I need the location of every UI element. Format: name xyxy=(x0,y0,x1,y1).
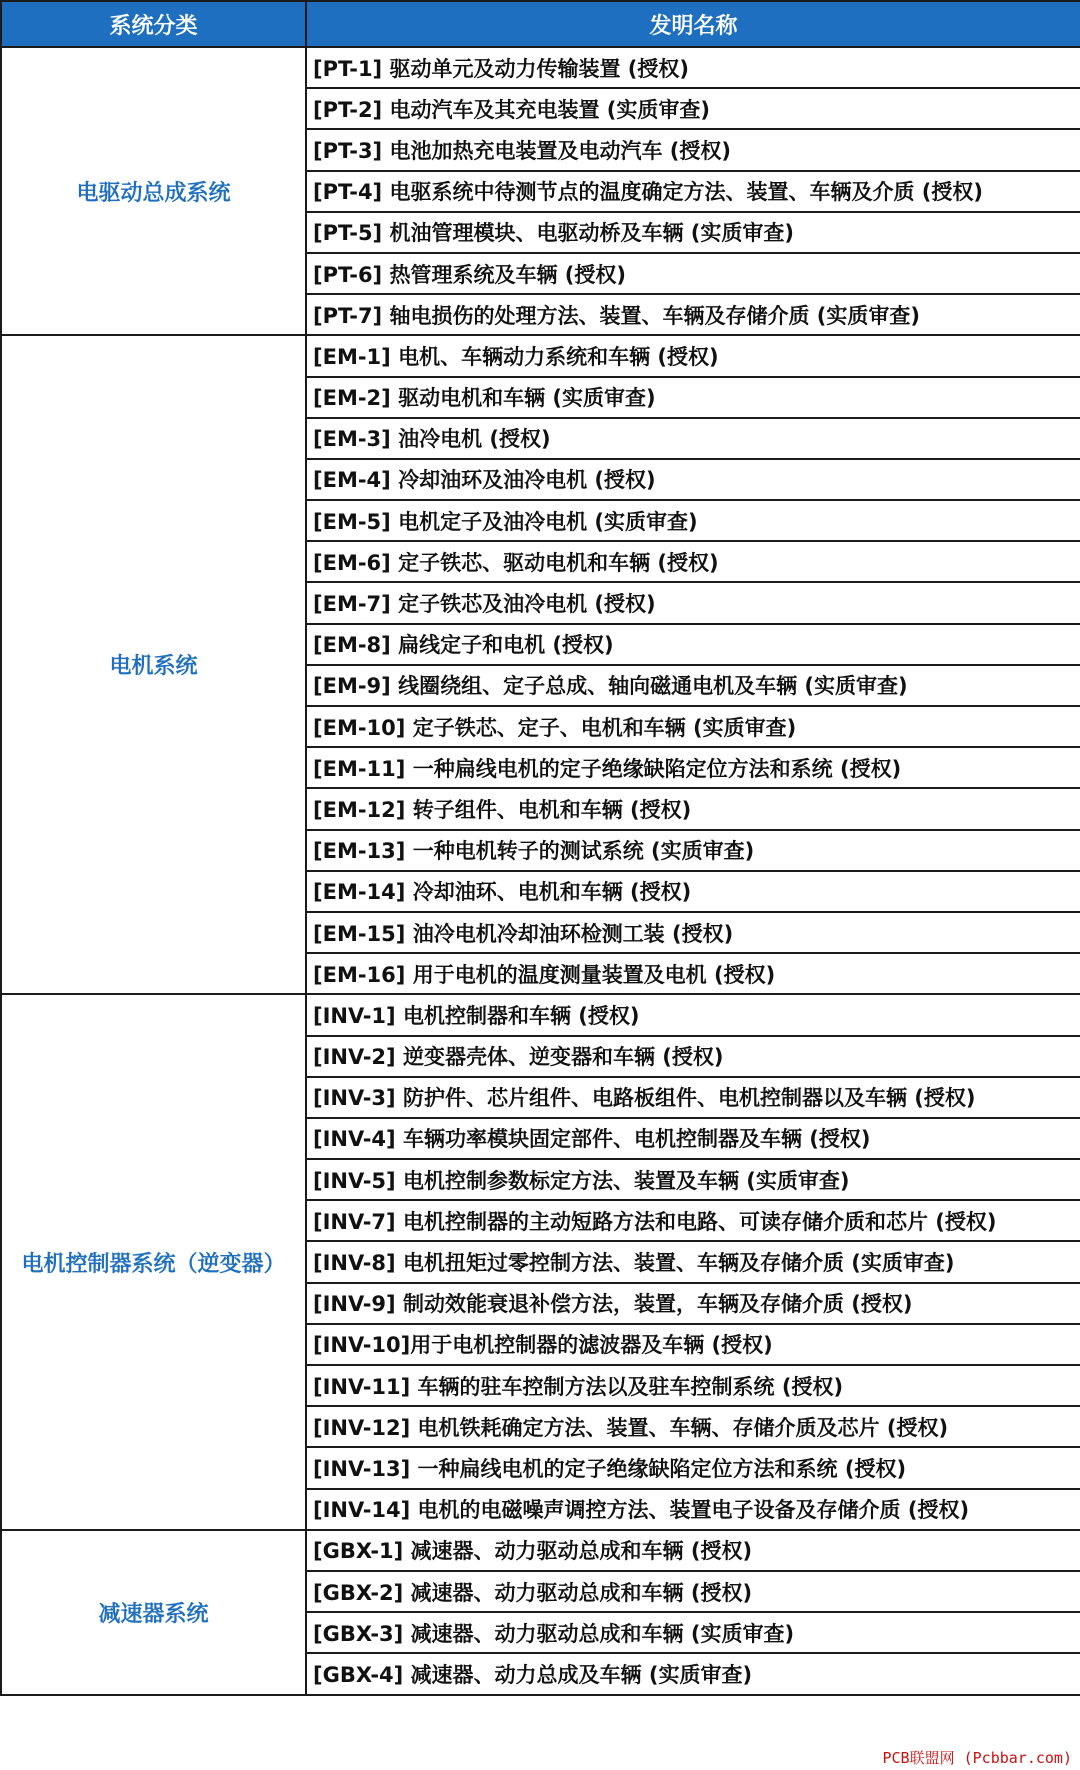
header-row xyxy=(1,1,1080,47)
patent-name-cell: [INV-3] 防护件、芯片组件、电路板组件、电机控制器以及车辆 (授权) xyxy=(306,1077,1080,1118)
header-category: 系统分类 xyxy=(1,1,306,47)
patent-name-cell: [PT-3] 电池加热充电装置及电动汽车 (授权) xyxy=(306,129,1080,170)
patent-name-cell: [EM-6] 定子铁芯、驱动电机和车辆 (授权) xyxy=(306,541,1080,582)
patent-name-cell: [EM-14] 冷却油环、电机和车辆 (授权) xyxy=(306,871,1080,912)
patent-name-cell: [INV-1] 电机控制器和车辆 (授权) xyxy=(306,994,1080,1035)
patent-name-cell: [EM-1] 电机、车辆动力系统和车辆 (授权) xyxy=(306,335,1080,376)
patent-name-cell: [PT-1] 驱动单元及动力传输装置 (授权) xyxy=(306,47,1080,88)
table-body xyxy=(1,47,1080,1695)
table-row xyxy=(1,994,1080,1035)
patent-name-cell: [PT-6] 热管理系统及车辆 (授权) xyxy=(306,253,1080,294)
header-name: 发明名称 xyxy=(306,1,1080,47)
patent-name-cell: [EM-9] 线圈绕组、定子总成、轴向磁通电机及车辆 (实质审查) xyxy=(306,665,1080,706)
category-cell: 电机系统 xyxy=(1,335,306,994)
patent-name-cell: [INV-13] 一种扁线电机的定子绝缘缺陷定位方法和系统 (授权) xyxy=(306,1447,1080,1488)
patent-name-cell: [INV-4] 车辆功率模块固定部件、电机控制器及车辆 (授权) xyxy=(306,1118,1080,1159)
patent-name-cell: [GBX-3] 减速器、动力驱动总成和车辆 (实质审查) xyxy=(306,1612,1080,1653)
patent-name-cell: [EM-3] 油冷电机 (授权) xyxy=(306,418,1080,459)
patent-name-cell: [PT-7] 轴电损伤的处理方法、装置、车辆及存储介质 (实质审查) xyxy=(306,294,1080,335)
table-row xyxy=(1,335,1080,376)
watermark: PCB联盟网 (Pcbbar.com) xyxy=(882,1749,1072,1767)
table-row xyxy=(1,1530,1080,1571)
patent-name-cell: [EM-16] 用于电机的温度测量装置及电机 (授权) xyxy=(306,953,1080,994)
patent-name-cell: [EM-4] 冷却油环及油冷电机 (授权) xyxy=(306,459,1080,500)
patent-name-cell: [EM-10] 定子铁芯、定子、电机和车辆 (实质审查) xyxy=(306,706,1080,747)
patent-name-cell: [GBX-2] 减速器、动力驱动总成和车辆 (授权) xyxy=(306,1571,1080,1612)
patent-name-cell: [EM-2] 驱动电机和车辆 (实质审查) xyxy=(306,377,1080,418)
patent-name-cell: [PT-4] 电驱系统中待测节点的温度确定方法、装置、车辆及介质 (授权) xyxy=(306,171,1080,212)
patent-name-cell: [INV-10]用于电机控制器的滤波器及车辆 (授权) xyxy=(306,1324,1080,1365)
patent-name-cell: [INV-7] 电机控制器的主动短路方法和电路、可读存储介质和芯片 (授权) xyxy=(306,1200,1080,1241)
patent-name-cell: [INV-11] 车辆的驻车控制方法以及驻车控制系统 (授权) xyxy=(306,1365,1080,1406)
patent-name-cell: [EM-11] 一种扁线电机的定子绝缘缺陷定位方法和系统 (授权) xyxy=(306,747,1080,788)
patent-name-cell: [EM-5] 电机定子及油冷电机 (实质审查) xyxy=(306,500,1080,541)
patent-name-cell: [EM-13] 一种电机转子的测试系统 (实质审查) xyxy=(306,830,1080,871)
patent-name-cell: [INV-14] 电机的电磁噪声调控方法、装置电子设备及存储介质 (授权) xyxy=(306,1489,1080,1530)
patent-name-cell: [INV-9] 制动效能衰退补偿方法，装置，车辆及存储介质 (授权) xyxy=(306,1283,1080,1324)
patent-name-cell: [PT-2] 电动汽车及其充电装置 (实质审查) xyxy=(306,88,1080,129)
patent-name-cell: [INV-2] 逆变器壳体、逆变器和车辆 (授权) xyxy=(306,1036,1080,1077)
patent-name-cell: [EM-15] 油冷电机冷却油环检测工装 (授权) xyxy=(306,912,1080,953)
patent-name-cell: [GBX-4] 减速器、动力总成及车辆 (实质审查) xyxy=(306,1653,1080,1694)
patent-name-cell: [INV-12] 电机铁耗确定方法、装置、车辆、存储介质及芯片 (授权) xyxy=(306,1406,1080,1447)
category-cell: 减速器系统 xyxy=(1,1530,306,1695)
patent-name-cell: [PT-5] 机油管理模块、电驱动桥及车辆 (实质审查) xyxy=(306,212,1080,253)
category-cell: 电驱动总成系统 xyxy=(1,47,306,335)
patent-name-cell: [EM-12] 转子组件、电机和车辆 (授权) xyxy=(306,788,1080,829)
table-row xyxy=(1,47,1080,88)
category-cell: 电机控制器系统（逆变器） xyxy=(1,994,306,1529)
patent-name-cell: [EM-7] 定子铁芯及油冷电机 (授权) xyxy=(306,582,1080,623)
patent-name-cell: [INV-5] 电机控制参数标定方法、装置及车辆 (实质审查) xyxy=(306,1159,1080,1200)
patent-name-cell: [EM-8] 扁线定子和电机 (授权) xyxy=(306,624,1080,665)
patent-name-cell: [INV-8] 电机扭矩过零控制方法、装置、车辆及存储介质 (实质审查) xyxy=(306,1241,1080,1282)
patent-name-cell: [GBX-1] 减速器、动力驱动总成和车辆 (授权) xyxy=(306,1530,1080,1571)
